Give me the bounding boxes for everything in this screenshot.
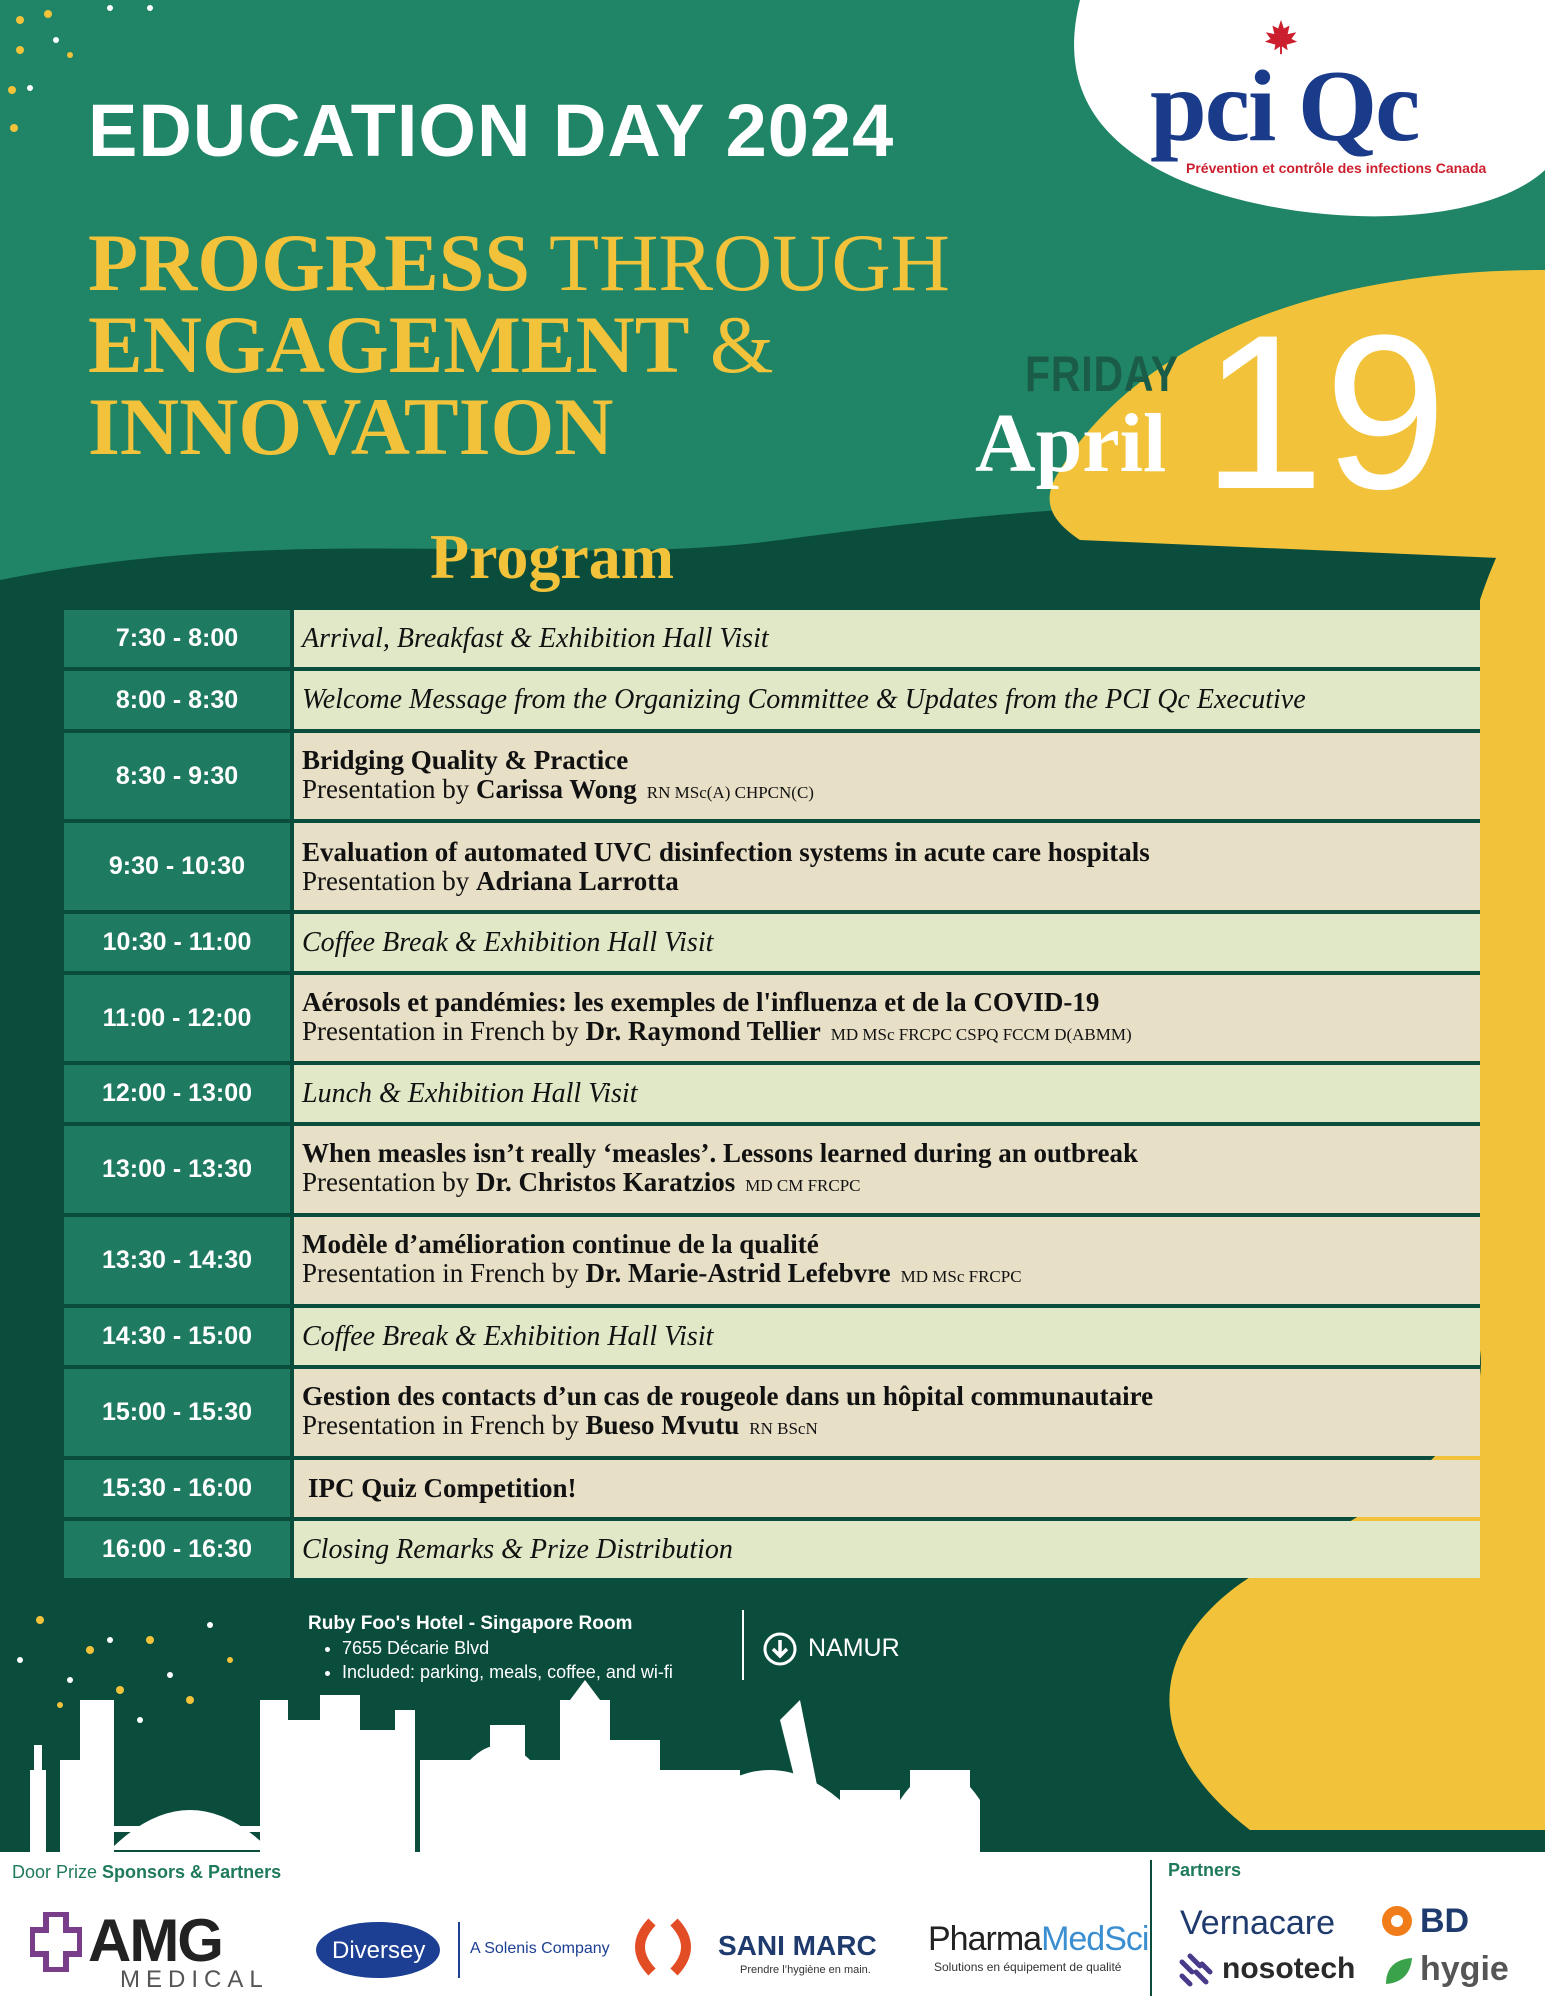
partner-vernacare: Vernacare [1180, 1904, 1335, 1942]
theme-line1-light: THROUGH [549, 217, 950, 308]
date-day: 19 [1202, 289, 1447, 535]
pharma-part: Pharma [928, 1920, 1042, 1958]
row-text: Closing Remarks & Prize Distribution [302, 1533, 733, 1565]
talk-title: Gestion des contacts d’un cas de rougeole dans un hôpital communautaire [302, 1381, 1154, 1411]
talk-by: Presentation in French by [302, 1410, 579, 1440]
row-description [294, 671, 1480, 729]
talk-title: Modèle d’amélioration continue de la qualité [302, 1229, 819, 1259]
schedule-row [64, 975, 1480, 1061]
row-description [294, 975, 1480, 1061]
row-time: 15:00 - 15:30 [64, 1369, 290, 1456]
date-month: April [975, 397, 1167, 490]
schedule-row [64, 1460, 1480, 1517]
row-description [294, 1521, 1480, 1578]
sponsor-diversey: Diversey [332, 1937, 426, 1964]
row-text: Arrival, Breakfast & Exhibition Hall Visit [302, 622, 769, 654]
schedule-row [64, 671, 1480, 729]
sponsors-heading [12, 1862, 281, 1883]
sponsor-solenis: A Solenis Company [470, 1940, 610, 1957]
sponsors-heading-bold: Sponsors & Partners [102, 1862, 282, 1882]
partners-divider [1150, 1860, 1152, 1996]
schedule-row [64, 1521, 1480, 1578]
schedule-row [64, 610, 1480, 667]
program-title: Program [430, 521, 675, 592]
talk-title: Evaluation of automated UVC disinfection systems in acute care hospitals [302, 836, 1150, 867]
row-time: 7:30 - 8:00 [64, 610, 290, 667]
talk-by: Presentation by [302, 865, 470, 896]
talk-speaker: Adriana Larrotta [475, 865, 679, 896]
partner-nosotech: nosotech [1222, 1952, 1356, 1985]
medsci-part: MedSci [1041, 1920, 1149, 1958]
logo-subtitle: Prévention et contrôle des infections Canada [1186, 160, 1487, 176]
talk-by: Presentation by [302, 1167, 470, 1197]
talk-credentials: MD MSc FRCPC CSPQ FCCM D(ABMM) [830, 1024, 1132, 1044]
talk-speaker: Carissa Wong [475, 773, 637, 804]
row-text: Coffee Break & Exhibition Hall Visit [302, 926, 714, 958]
row-description [294, 1460, 1480, 1517]
partner-hygie: hygie [1420, 1950, 1509, 1988]
event-theme [88, 217, 988, 472]
row-time: 13:00 - 13:30 [64, 1126, 290, 1213]
talk-speaker: Dr. Raymond Tellier [585, 1015, 821, 1046]
row-time: 13:30 - 14:30 [64, 1217, 290, 1304]
row-description [294, 1217, 1480, 1304]
metro-arrow-icon [763, 1632, 797, 1666]
row-time: 16:00 - 16:30 [64, 1521, 290, 1578]
event-title: EDUCATION DAY 2024 [88, 89, 895, 172]
venue-inclusions: • Included: parking, meals, coffee, and wi-fi [342, 1660, 673, 1684]
talk-title: Aérosols et pandémies: les exemples de l'influenza et de la COVID-19 [302, 986, 1100, 1017]
schedule-row [64, 914, 1480, 971]
talk-credentials: MD MSc FRCPC [900, 1267, 1022, 1286]
talk-credentials: RN BScN [749, 1419, 818, 1438]
talk-by: Presentation in French by [302, 1258, 579, 1288]
schedule-row [64, 1217, 1480, 1304]
schedule-table [64, 610, 1480, 1582]
amg-cross-logo-icon [30, 1912, 82, 1972]
row-description [294, 1369, 1480, 1456]
talk-speaker: Dr. Christos Karatzios [475, 1167, 736, 1197]
partners-heading: Partners [1168, 1860, 1242, 1880]
row-time: 9:30 - 10:30 [64, 823, 290, 910]
sponsor-pharmamedsci [928, 1920, 1148, 1959]
row-time: 15:30 - 16:00 [64, 1460, 290, 1517]
schedule-row [64, 1126, 1480, 1213]
sponsor-sanimarc-sub: Prendre l’hygiène en main. [740, 1964, 871, 1976]
talk-speaker: Bueso Mvutu [585, 1410, 740, 1440]
sponsor-amg: AMG [88, 1907, 222, 1974]
talk-by: Presentation in French by [302, 1015, 579, 1046]
row-description [294, 610, 1480, 667]
logo-wordmark: pci Qc [1150, 50, 1419, 163]
schedule-row [64, 823, 1480, 910]
row-time: 14:30 - 15:00 [64, 1308, 290, 1365]
talk-title: When measles isn’t really ‘measles’. Lessons learned during an outbreak [302, 1138, 1139, 1168]
row-description [294, 823, 1480, 910]
talk-credentials: MD CM FRCPC [745, 1176, 861, 1195]
schedule-row [64, 1065, 1480, 1122]
theme-line2-bold: ENGAGEMENT [88, 299, 690, 390]
metro-station: NAMUR [808, 1634, 900, 1662]
theme-line3-bold: INNOVATION [88, 381, 614, 472]
sponsor-sanimarc: SANI MARC [718, 1930, 877, 1961]
venue-address: • 7655 Décarie Blvd [342, 1636, 673, 1660]
row-text: Coffee Break & Exhibition Hall Visit [302, 1320, 714, 1352]
talk-speaker: Dr. Marie-Astrid Lefebvre [585, 1258, 891, 1288]
sponsors-heading-plain: Door Prize [12, 1862, 98, 1882]
row-description [294, 1126, 1480, 1213]
row-time: 11:00 - 12:00 [64, 975, 290, 1061]
talk-by: Presentation by [302, 773, 470, 804]
talk-credentials: RN MSc(A) CHPCN(C) [646, 782, 814, 802]
bd-sun-icon [1380, 1904, 1414, 1938]
row-description [294, 1065, 1480, 1122]
venue-divider [742, 1610, 744, 1680]
schedule-row [64, 1308, 1480, 1365]
schedule-row [64, 1369, 1480, 1456]
venue-details [310, 1636, 673, 1684]
diversey-divider [458, 1922, 460, 1978]
row-text: Welcome Message from the Organizing Committee & Updates from the PCI Qc Executive [302, 684, 1306, 715]
sponsor-pharmamedsci-sub: Solutions en équipement de qualité [934, 1960, 1122, 1974]
sponsor-amg-sub: MEDICAL [120, 1966, 269, 1993]
row-time: 12:00 - 13:00 [64, 1065, 290, 1122]
hygie-leaf-icon [1380, 1952, 1418, 1990]
talk-title: IPC Quiz Competition! [308, 1473, 577, 1503]
talk-title: Bridging Quality & Practice [302, 744, 629, 775]
row-description [294, 733, 1480, 819]
theme-line2-light: & [709, 299, 774, 390]
schedule-row [64, 733, 1480, 819]
sanimarc-emblem-icon [624, 1918, 702, 1976]
theme-line1-bold: PROGRESS [88, 217, 530, 308]
date-weekday: FRIDAY [1025, 346, 1179, 402]
row-description [294, 914, 1480, 971]
row-time: 8:00 - 8:30 [64, 671, 290, 729]
row-description [294, 1308, 1480, 1365]
partner-bd: BD [1420, 1902, 1470, 1940]
nosotech-logo-icon [1178, 1952, 1214, 1988]
venue-name: Ruby Foo's Hotel - Singapore Room [308, 1613, 633, 1634]
row-time: 10:30 - 11:00 [64, 914, 290, 971]
row-time: 8:30 - 9:30 [64, 733, 290, 819]
row-text: Lunch & Exhibition Hall Visit [302, 1077, 638, 1109]
